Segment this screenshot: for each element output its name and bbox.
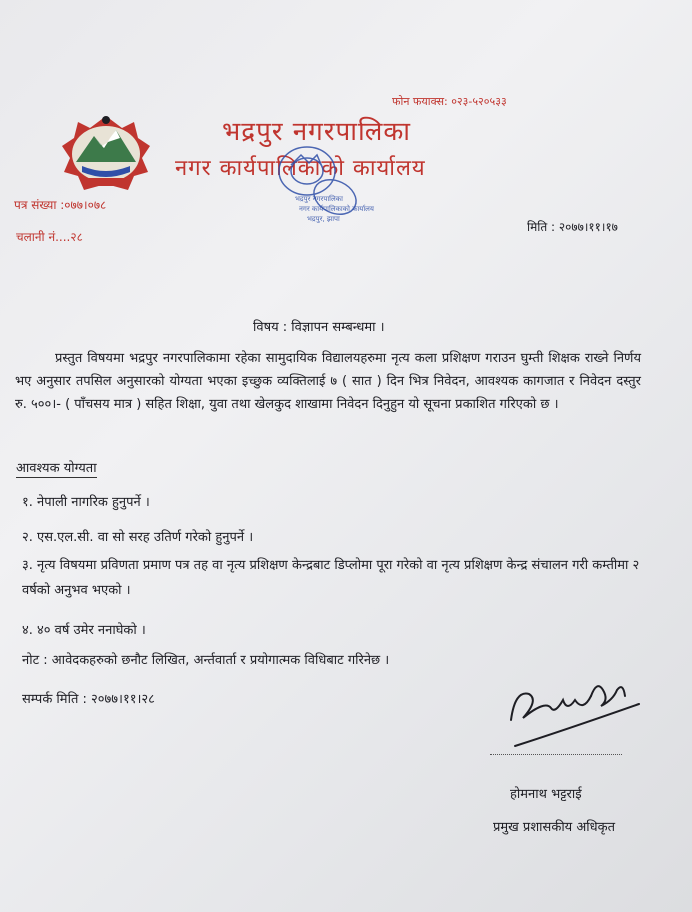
signature-dotted-line [490,752,622,755]
stamp-line-2: नगर कार्यपालिकाको कार्यालय [299,205,374,213]
stamp-line-3: भद्रपुर, झापा [307,215,340,223]
reference-number: पत्र संख्या :०७७।०७८ [14,198,107,212]
office-title: भद्रपुर नगरपालिका [222,117,412,147]
signatory-name: होमनाथ भट्टराई [510,787,582,802]
contact-date: सम्पर्क मिति : २०७७।११।२८ [22,692,155,707]
requirement-item: ३. नृत्य विषयमा प्रविणता प्रमाण पत्र तह वा नृत्य प्रशिक्षण केन्द्रबाट डिप्लोमा पूरा गरेको वा नृत्य प्रशिक्षण केन्द्र संचालन गरी कम्तीमा २ वर्षको अनुभव भएको । [22,558,640,598]
dispatch-number: चलानी नं....२८ [16,230,83,244]
selection-note: नोट : आवेदकहरुको छनौट लिखित, अर्न्तवार्ता र प्रयोगात्मक विधिबाट गरिनेछ । [22,653,390,668]
subject-line: विषय : विज्ञापन सम्बन्धमा । [253,320,385,335]
signatory-title: प्रमुख प्रशासकीय अधिकृत [493,820,616,835]
handwritten-signature [505,660,645,750]
requirement-item: २. एस.एल.सी. वा सो सरह उतिर्ण गरेको हुनुपर्ने । [22,530,254,545]
stamp-line-1: भद्रपुर नगरपालिका [295,195,343,203]
official-stamp [255,125,375,225]
requirement-item: ४. ४० वर्ष उमेर ननाघेको । [22,623,146,638]
letter-date: मिति : २०७७।११।१७ [527,220,618,234]
requirements-heading: आवश्यक योग्यता [16,458,97,478]
office-subtitle: नगर कार्यपालिकाको कार्यालय [175,156,426,181]
notice-paragraph [15,347,641,416]
notice-paragraph-text: प्रस्तुत विषयमा भद्रपुर नगरपालिकामा रहेका सामुदायिक विद्यालयहरुमा नृत्य कला प्रशिक्षण गराउन घुम्ती शिक्षक राख्ने निर्णय भए अनुसार तपसिल अनुसारको योग्यता भएका इच्छुक व्यक्तिलाई ७ ( सात ) दिन भित्र निवेदन, आवश्यक कागजात र निवेदन दस्तुर रु. ५००।- ( पाँचसय मात्र ) सहित शिक्षा, युवा तथा खेलकुद शाखामा निवेदन दिनुहुन यो सूचना प्रकाशित गरिएको छ । [15,351,641,412]
requirement-item: १. नेपाली नागरिक हुनुपर्ने । [22,495,150,510]
emblem-logo [60,112,152,196]
phone-fax: फोन फयाक्स: ०२३-५२०५३३ [392,95,507,108]
